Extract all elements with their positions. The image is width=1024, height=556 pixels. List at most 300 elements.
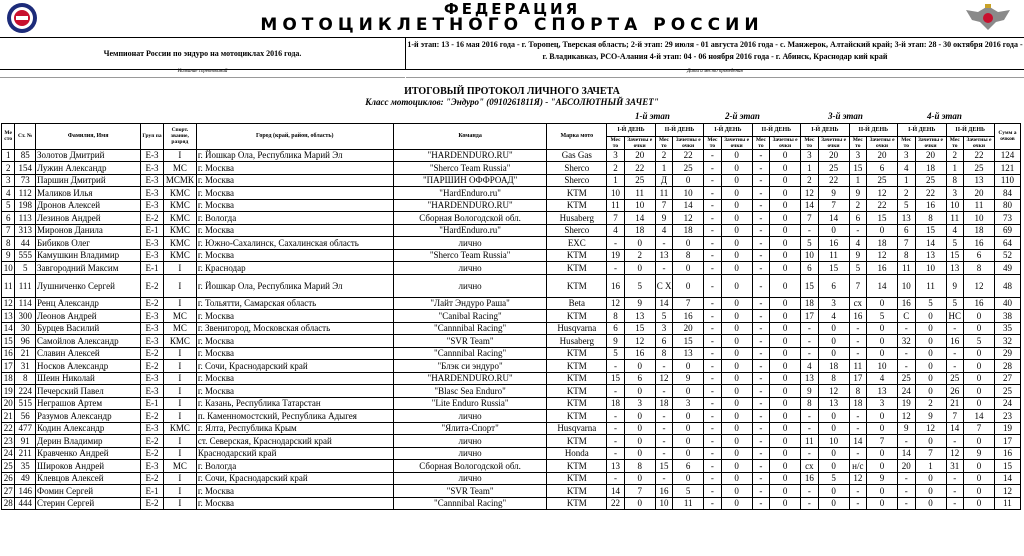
cell-place: 18 [2,372,15,385]
table-row [2,447,1021,460]
cell-moto: KTM [547,497,607,510]
cell-name: Лезинов Андрей [36,212,141,225]
cell-name: Паршин Дмитрий [36,174,141,187]
cell-day-place: - [607,385,625,398]
cell-day-place: 20 [898,460,916,473]
table-row [2,322,1021,335]
cell-team: Сборная Вологодской обл. [393,212,547,225]
cell-day-points: 13 [964,174,995,187]
table-row [2,149,1021,162]
cell-day-place: 6 [898,224,916,237]
cell-name: Неграшов Артем [36,397,141,410]
cell-rank: КМС [163,187,196,200]
results-body [2,149,1021,510]
cell-day-points: 0 [721,485,752,498]
cell-team: "SVR Team" [393,485,547,498]
cell-city: г. Сочи, Краснодарский край [196,472,393,485]
cell-day-place: - [898,347,916,360]
cell-day-points: 18 [915,162,946,175]
cell-group: Е-3 [141,310,164,323]
cell-day-points: 0 [624,410,655,423]
cell-day-place: - [752,485,770,498]
cell-name: Печерский Павел [36,385,141,398]
cell-day-place: - [655,472,673,485]
cell-moto: Sherco [547,162,607,175]
cell-day-place: 2 [946,149,964,162]
cell-place: 2 [2,162,15,175]
cell-day-points: 11 [964,199,995,212]
cell-day-points: 0 [624,385,655,398]
cell-day-points: 0 [673,385,704,398]
cell-sum: 24 [994,397,1020,410]
cell-day-points: 0 [915,485,946,498]
cell-day-place: 4 [898,162,916,175]
cell-rank: I [163,447,196,460]
cell-day-points: 0 [770,410,801,423]
cell-day-points: 7 [818,199,849,212]
cell-day-points: 12 [673,212,704,225]
cell-moto: KTM [547,249,607,262]
cell-day-points: 25 [867,174,898,187]
cell-day-place: - [898,485,916,498]
cell-day-points: 14 [964,410,995,423]
cell-day-place: 21 [946,397,964,410]
cell-day-place: 13 [801,372,819,385]
cell-city: г. Москва [196,187,393,200]
cell-place: 21 [2,410,15,423]
cell-day-place: С [898,310,916,323]
cell-day-points: 0 [721,397,752,410]
cell-day-place: - [752,335,770,348]
cell-day-points: 0 [964,322,995,335]
cell-moto: KTM [547,310,607,323]
cell-team: лично [393,472,547,485]
cell-day-points: 0 [770,385,801,398]
cell-place: 26 [2,472,15,485]
cell-day-points: 18 [673,224,704,237]
cell-day-points: 0 [673,472,704,485]
cell-day-points: 0 [721,249,752,262]
cell-number: 35 [15,460,36,473]
cell-day-place: 6 [801,262,819,275]
cell-rank: I [163,360,196,373]
cell-moto: KTM [547,410,607,423]
protocol-subtitle: Класс мотоциклов: "Эндуро" (0910261811Я) - "АБСОЛЮТНЫЙ ЗАЧЕТ" [365,97,659,107]
cell-day-place: 2 [655,149,673,162]
cell-day-place: - [704,149,722,162]
cell-day-points: 12 [867,187,898,200]
cell-day-place: - [752,385,770,398]
cell-moto: KTM [547,262,607,275]
cell-day-points: 0 [721,422,752,435]
cell-day-place: - [946,435,964,448]
cell-number: 73 [15,174,36,187]
cell-group: Е-2 [141,297,164,310]
cell-day-points: 16 [818,237,849,250]
cell-number: 112 [15,187,36,200]
sub-col-points: Зачетны е очки [721,136,752,149]
col-number: Ст. № [15,124,36,150]
cell-day-points: 0 [673,174,704,187]
cell-day-points: 0 [964,460,995,473]
cell-rank: МС [163,322,196,335]
cell-team: "ПАРШИН ОФФРОАД" [393,174,547,187]
cell-sum: 29 [994,347,1020,360]
cell-number: 154 [15,162,36,175]
cell-name: Миронов Данила [36,224,141,237]
cell-city: г. Москва [196,249,393,262]
cell-day-place: 3 [607,149,625,162]
cell-number: 211 [15,447,36,460]
cell-city: г. Вологда [196,212,393,225]
cell-team: лично [393,237,547,250]
stages-schedule: 1-й этап: 13 - 16 мая 2016 года - г. Торопец, Тверская область; 2-й этап: 29 июля - 01 августа 2016 года - с. Манжерок, Алтайский край; 3-й этап: 28 - 30 октября 2016 года - г. Владикавказ, РСО-Алания 4-й этап: 04 - 06 ноября 2016 года - г. Абинск, Краснодар кий край [407,40,1023,61]
cell-day-points: 3 [867,397,898,410]
cell-team: "HARDENDURO.RU" [393,149,547,162]
cell-place: 24 [2,447,15,460]
cell-number: 555 [15,249,36,262]
cell-day-points: 0 [770,347,801,360]
cell-day-points: 0 [673,360,704,373]
cell-group: Е-3 [141,385,164,398]
cell-day-place: - [655,237,673,250]
cell-day-place: 4 [655,224,673,237]
cell-name: Ренц Александр [36,297,141,310]
cell-day-place: - [704,224,722,237]
cell-day-points: 0 [721,322,752,335]
cell-day-place: 25 [898,372,916,385]
cell-rank: МСМК [163,174,196,187]
cell-day-points: 13 [673,347,704,360]
cell-sum: 12 [994,485,1020,498]
cell-moto: Husqvarna [547,422,607,435]
cell-day-place: 6 [655,335,673,348]
cell-day-place: 13 [898,212,916,225]
cell-day-place: 13 [946,262,964,275]
cell-team: "Sherco Team Russia" [393,162,547,175]
cell-day-place: 14 [655,297,673,310]
cell-day-place: 18 [849,397,867,410]
cell-name: Стерин Сергей [36,497,141,510]
cell-day-points: 12 [818,385,849,398]
cell-day-place: - [607,422,625,435]
cell-day-points: 5 [673,485,704,498]
cell-place: 6 [2,212,15,225]
cell-number: 111 [15,274,36,297]
cell-day-points: 0 [770,174,801,187]
cell-day-points: 8 [673,249,704,262]
cell-group: Е-3 [141,335,164,348]
cell-day-place: 2 [801,174,819,187]
cell-day-place: - [752,472,770,485]
cell-day-points: 16 [673,310,704,323]
cell-place: 5 [2,199,15,212]
cell-day-points: 3 [624,397,655,410]
cell-day-place: - [704,162,722,175]
caption-date-place: Дата и место проведения [406,69,1024,78]
cell-team: "Cannnibal Racing" [393,347,547,360]
cell-day-place: - [849,422,867,435]
cell-team: "HardEnduro.ru" [393,224,547,237]
cell-day-place: 4 [607,224,625,237]
cell-day-place: - [946,497,964,510]
cell-day-place: 12 [849,472,867,485]
cell-number: 444 [15,497,36,510]
cell-day-points: 13 [624,310,655,323]
cell-day-points: 15 [673,335,704,348]
cell-city: г. Тольятти, Самарская область [196,297,393,310]
cell-day-points: 6 [818,274,849,297]
cell-day-place: - [704,385,722,398]
cell-sum: 80 [994,199,1020,212]
cell-day-points: 9 [867,472,898,485]
cell-day-place: 15 [849,162,867,175]
cell-day-place: 9 [898,422,916,435]
cell-day-points: 0 [770,262,801,275]
cell-name: Носков Александр [36,360,141,373]
cell-day-place: 14 [946,422,964,435]
cell-day-place: 15 [946,249,964,262]
cell-day-place: 15 [655,460,673,473]
cell-day-points: 14 [867,274,898,297]
cell-city: г. Звенигород, Московская область [196,322,393,335]
table-row [2,372,1021,385]
cell-day-points: 25 [673,162,704,175]
cell-day-points: 3 [673,397,704,410]
championship-name: Чемпионат России по эндуро на мотоциклах 2016 года. [0,38,406,69]
cell-day-points: 12 [964,274,995,297]
cell-day-place: - [704,249,722,262]
cell-day-points: 0 [721,447,752,460]
cell-day-place: - [849,335,867,348]
cell-rank: КМС [163,422,196,435]
cell-day-place: - [752,347,770,360]
cell-day-place: Д [655,174,673,187]
cell-day-points: 5 [915,297,946,310]
cell-group: Е-3 [141,322,164,335]
sub-col-points: Зачетны е очки [770,136,801,149]
stage1-day1: I-Й ДЕНЬ [607,124,655,137]
cell-number: 96 [15,335,36,348]
cell-day-points: 9 [964,447,995,460]
cell-day-points: 6 [624,372,655,385]
cell-name: Кравченко Андрей [36,447,141,460]
stage-3-label: 3-й этап [828,111,863,121]
cell-day-place: - [946,347,964,360]
cell-day-place: 3 [655,322,673,335]
championship-info [0,37,1024,70]
cell-day-place: - [704,310,722,323]
cell-day-points: 0 [964,497,995,510]
cell-day-place: - [704,174,722,187]
cell-day-place: 11 [898,262,916,275]
cell-day-place: 5 [607,347,625,360]
cell-day-points: 0 [770,322,801,335]
cell-day-place: 10 [898,274,916,297]
cell-day-points: 0 [770,249,801,262]
cell-sum: 40 [994,297,1020,310]
protocol-title: ИТОГОВЫЙ ПРОТОКОЛ ЛИЧНОГО ЗАЧЕТА [404,86,620,97]
cell-rank: I [163,485,196,498]
cell-team: "Лайт Эндуро Раша" [393,297,547,310]
cell-day-place: - [704,422,722,435]
cell-day-place: - [704,460,722,473]
cell-day-place: 16 [801,472,819,485]
cell-day-place: - [704,347,722,360]
cell-day-place: - [607,435,625,448]
cell-day-points: 0 [624,497,655,510]
cell-group: Е-2 [141,347,164,360]
cell-day-points: 0 [867,335,898,348]
col-city: Город (край, район, область) [196,124,393,150]
cell-day-place: - [704,472,722,485]
cell-day-place: - [704,397,722,410]
cell-day-place: 6 [849,212,867,225]
cell-moto: Husaberg [547,212,607,225]
cell-moto: KTM [547,347,607,360]
cell-moto: Gas Gas [547,149,607,162]
cell-day-points: 11 [915,274,946,297]
cell-day-points: 0 [818,497,849,510]
cell-day-points: 0 [867,460,898,473]
cell-day-place: - [655,410,673,423]
cell-day-points: 15 [818,262,849,275]
cell-rank: I [163,347,196,360]
cell-day-place: - [704,212,722,225]
cell-rank: I [163,397,196,410]
cell-city: г. Йошкар Ола, Республика Марий Эл [196,274,393,297]
cell-sum: 35 [994,322,1020,335]
cell-place: 19 [2,385,15,398]
cell-rank: I [163,385,196,398]
col-place: Ме сто [2,124,15,150]
cell-day-points: 0 [624,435,655,448]
cell-day-place: 18 [655,397,673,410]
cell-sum: 25 [994,385,1020,398]
cell-day-place: - [655,435,673,448]
cell-group: Е-2 [141,472,164,485]
cell-team: "HARDENDURO.RU" [393,372,547,385]
sub-col-place: Мес то [898,136,916,149]
sub-col-place: Мес то [849,136,867,149]
cell-day-place: 3 [898,149,916,162]
cell-day-place: - [704,274,722,297]
cell-day-place: - [655,360,673,373]
cell-day-points: 0 [915,335,946,348]
col-rank: Спорт. звание, разряд [163,124,196,150]
cell-day-place: 8 [655,347,673,360]
cell-day-place: - [752,162,770,175]
cell-sum: 73 [994,212,1020,225]
cell-day-place: - [752,237,770,250]
sub-col-place: Мес то [704,136,722,149]
cell-number: 114 [15,297,36,310]
cell-day-place: 9 [801,385,819,398]
cell-number: 146 [15,485,36,498]
cell-day-points: 0 [624,472,655,485]
cell-day-points: 18 [964,224,995,237]
cell-day-points: 2 [915,397,946,410]
table-row [2,310,1021,323]
cell-place: 20 [2,397,15,410]
cell-day-points: 0 [721,372,752,385]
cell-day-points: 5 [624,274,655,297]
cell-day-points: 14 [818,212,849,225]
cell-day-points: 14 [624,212,655,225]
col-name: Фамилия, Имя [36,124,141,150]
cell-day-place: - [607,472,625,485]
cell-day-points: 12 [867,249,898,262]
cell-day-place: - [849,410,867,423]
cell-day-points: 0 [915,435,946,448]
cell-day-points: 0 [721,472,752,485]
col-moto: Марка мото [547,124,607,150]
cell-moto: Husaberg [547,335,607,348]
cell-moto: KTM [547,274,607,297]
cell-team: "HARDENDURO.RU" [393,199,547,212]
cell-day-place: 4 [801,360,819,373]
cell-sum: 16 [994,447,1020,460]
table-row [2,360,1021,373]
cell-day-points: 22 [915,187,946,200]
cell-day-points: 6 [673,460,704,473]
cell-city: г. Москва [196,372,393,385]
cell-day-points: 0 [818,447,849,460]
cell-day-points: 10 [673,187,704,200]
cell-day-points: 22 [964,149,995,162]
cell-rank: I [163,472,196,485]
cell-city: г. Южно-Сахалинск, Сахалинская область [196,237,393,250]
cell-day-place: 9 [607,335,625,348]
cell-day-place: 1 [898,174,916,187]
cell-city: ст. Северская, Краснодарский край [196,435,393,448]
results-table [1,123,1021,510]
cell-day-points: 0 [721,199,752,212]
cell-rank: КМС [163,224,196,237]
eagle-emblem-icon [958,2,1018,34]
cell-day-place: 19 [607,249,625,262]
cell-day-place: - [752,447,770,460]
cell-day-points: 5 [867,310,898,323]
cell-day-place: 12 [655,372,673,385]
cell-day-points: 0 [770,485,801,498]
cell-day-place: - [704,410,722,423]
cell-rank: МС [163,310,196,323]
cell-day-points: 0 [867,485,898,498]
cell-place: 23 [2,435,15,448]
cell-day-points: 0 [673,447,704,460]
cell-day-points: 0 [721,224,752,237]
cell-day-place: - [752,187,770,200]
cell-city: г. Москва [196,335,393,348]
cell-day-points: 0 [964,310,995,323]
col-team: Команда [393,124,547,150]
cell-name: Разумов Александр [36,410,141,423]
cell-day-place: 3 [849,149,867,162]
cell-sum: 110 [994,174,1020,187]
stage2-day1: I-Й ДЕНЬ [704,124,752,137]
cell-day-place: 3 [946,187,964,200]
cell-group: Е-1 [141,485,164,498]
cell-day-points: 0 [624,422,655,435]
cell-day-place: 16 [849,310,867,323]
cell-day-points: 20 [915,149,946,162]
table-row [2,385,1021,398]
cell-sum: 49 [994,262,1020,275]
sub-col-points: Зачетны е очки [867,136,898,149]
cell-place: 8 [2,237,15,250]
cell-sum: 11 [994,497,1020,510]
